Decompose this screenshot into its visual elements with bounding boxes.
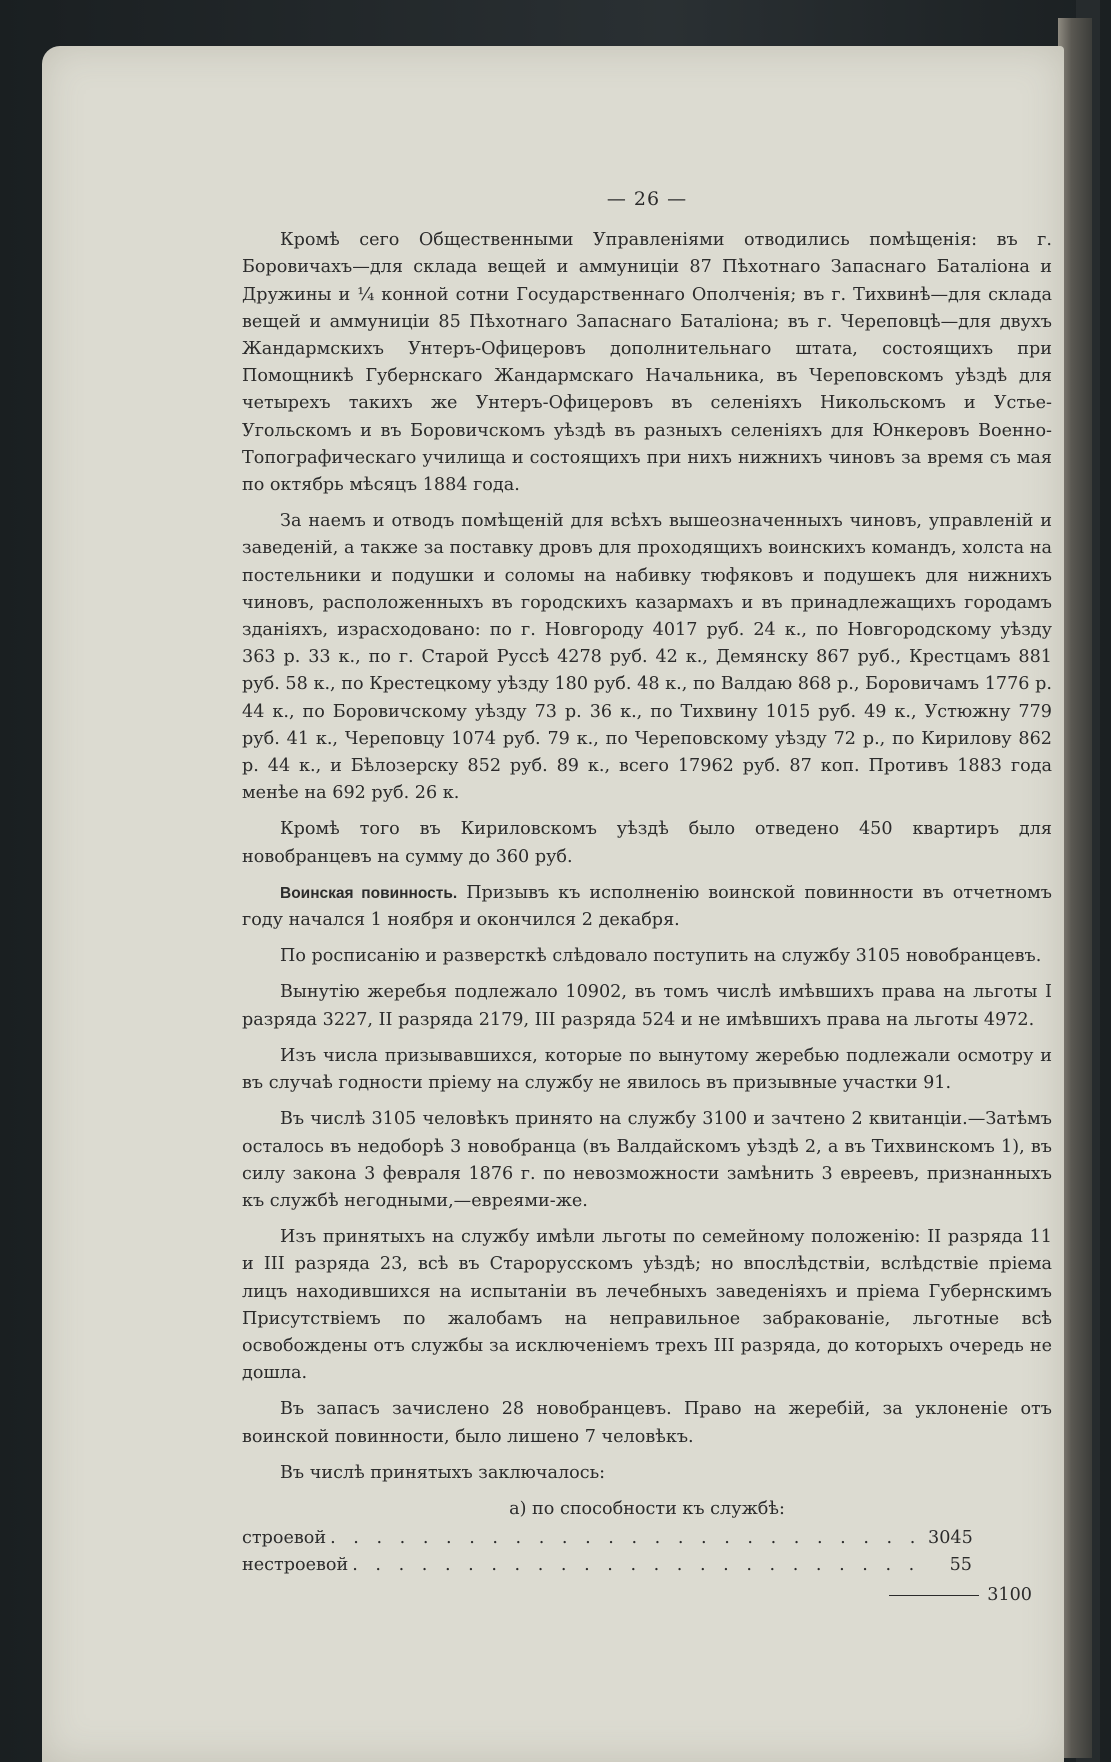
tally-label: строевой xyxy=(242,1528,327,1549)
dot-leader xyxy=(330,1525,924,1552)
tally-row-noncombat xyxy=(242,1552,972,1579)
paragraph-privileges: Изъ принятыхъ на службу имѣли льготы по семейному положенію: II разряда 11 и III разряда 23, всѣ въ Старорусскомъ уѣздѣ; но впослѣдствіи, вслѣдствіе пріема лицъ находившихся на испытаніи въ лечебныхъ заведеніяхъ и пріема Губернскимъ Присутствіемъ по жалобамъ на неправильное забракованіе, льготные всѣ освобождены отъ службы за исключеніемъ трехъ III разряда, до которыхъ очередь не дошла. xyxy=(242,1227,1052,1384)
paragraph-composition: Въ числѣ принятыхъ заключалось: xyxy=(280,1462,606,1483)
paragraph-expenses: За наемъ и отводъ помѣщеній для всѣхъ вышеозначенныхъ чиновъ, управленій и заведеній, а также за поставку дровъ для проходящихъ воинскихъ командъ, холста на постельники и подушки и соломы на набивку тюфяковъ и подушекъ для нижнихъ чиновъ, расположенныхъ въ городскихъ казармахъ и въ принадлежащихъ городамъ зданіяхъ, израсходовано: по г. Новгороду 4017 руб. 24 к., по Новгородскому уѣзду 363 р. 33 к., по г. Старой Руссѣ 4278 руб. 42 к., Демянску 867 руб., Крестцамъ 881 руб. 58 к., по Крестецкому уѣзду 180 руб. 48 к., по Валдаю 868 р., Боровичамъ 1776 р. 44 к., по Боровичскому уѣзду 73 р. 36 к., по Тихвину 1015 руб. 49 к., Устюжну 779 руб. 41 к., Череповцу 1074 руб. 79 к., по Череповскому уѣзду 72 р., по Кирилову 862 р. 44 к., и Бѣлозерску 852 руб. 89 к., всего 17962 руб. 87 коп. Противъ 1883 года менѣе на 692 руб. 26 к. xyxy=(242,511,1052,804)
paragraph-kirillov-quarters: Кромѣ того въ Кириловскомъ уѣздѣ было отведено 450 квартиръ для новобранцевъ на сумму до 360 руб. xyxy=(242,819,1052,867)
paragraph-military-duty xyxy=(242,880,1052,934)
page-content xyxy=(242,186,1052,1609)
tally-value: 55 xyxy=(949,1555,972,1576)
paragraph-absent: Изъ числа призывавшихся, которые по вынутому жеребью подлежали осмотру и въ случаѣ годности пріему на службу не явилось въ призывные участки 91. xyxy=(242,1045,1052,1094)
tally-caption: а) по способности къ службѣ: xyxy=(509,1498,785,1519)
dot-leader xyxy=(352,1552,924,1579)
tally-label: нестроевой xyxy=(242,1555,349,1576)
tally-total: 3100 xyxy=(987,1584,1032,1605)
paragraph-premises: Кромѣ сего Общественными Управленіями отводились помѣщенія: въ г. Боровичахъ—для склада вещей и аммуниціи 87 Пѣхотнаго Запаснаго Баталіона и Дружины и ¼ конной сотни Государственнаго Ополченія; въ г. Тихвинѣ—для склада вещей и аммуниціи 85 Пѣхотнаго Запаснаго Баталіона; въ г. Череповцѣ—для двухъ Жандармскихъ Унтеръ-Офицеровъ дополнительнаго штата, состоящихъ при Помощникѣ Губернскаго Жандармскаго Начальника, въ Череповскомъ уѣздѣ для четырехъ такихъ же Унтеръ-Офицеровъ въ селеніяхъ Никольскомъ и Устье-Угольскомъ и въ Боровичскомъ уѣздѣ въ разныхъ селеніяхъ для Юнкеровъ Военно-Топографическаго училища и состоящихъ при нихъ нижнихъ чиновъ за время съ мая по октябрь мѣсяцъ 1884 года. xyxy=(242,230,1052,496)
paragraph-schedule: По росписанію и разверсткѣ слѣдовало поступить на службу 3105 новобранцевъ. xyxy=(280,946,1042,967)
total-rule xyxy=(889,1595,979,1596)
paragraph-lots: Вынутію жеребья подлежало 10902, въ томъ числѣ имѣвшихъ права на льготы I разряда 3227, II разряда 2179, III разряда 524 и не имѣвшихъ права на льготы 4972. xyxy=(242,982,1052,1030)
paragraph-accepted: Въ числѣ 3105 человѣкъ принято на службу 3100 и зачтено 2 квитанціи.—Затѣмъ осталось въ недоборѣ 3 новобранца (въ Валдайскомъ уѣздѣ 2, а въ Тихвинскомъ 1), въ силу закона 3 февраля 1876 г. по невозможности замѣнить 3 евреевъ, признанныхъ къ службѣ негодными,—евреями-же. xyxy=(242,1109,1052,1211)
tally-value: 3045 xyxy=(928,1528,973,1549)
section-heading: Воинская повинность. xyxy=(280,884,458,902)
tally-row-combat xyxy=(242,1525,972,1552)
section-text: Призывъ къ исполненію воинской повинности въ отчетномъ году начался 1 ноября и окончился 2 декабря. xyxy=(242,882,1053,931)
tally-total-row xyxy=(242,1582,1032,1609)
document-page xyxy=(42,46,1064,1762)
page-number: — 26 — xyxy=(606,188,688,210)
paragraph-reserve: Въ запасъ зачислено 28 новобранцевъ. Право на жеребій, за уклоненіе отъ воинской повинности, было лишено 7 человѣкъ. xyxy=(242,1399,1052,1447)
